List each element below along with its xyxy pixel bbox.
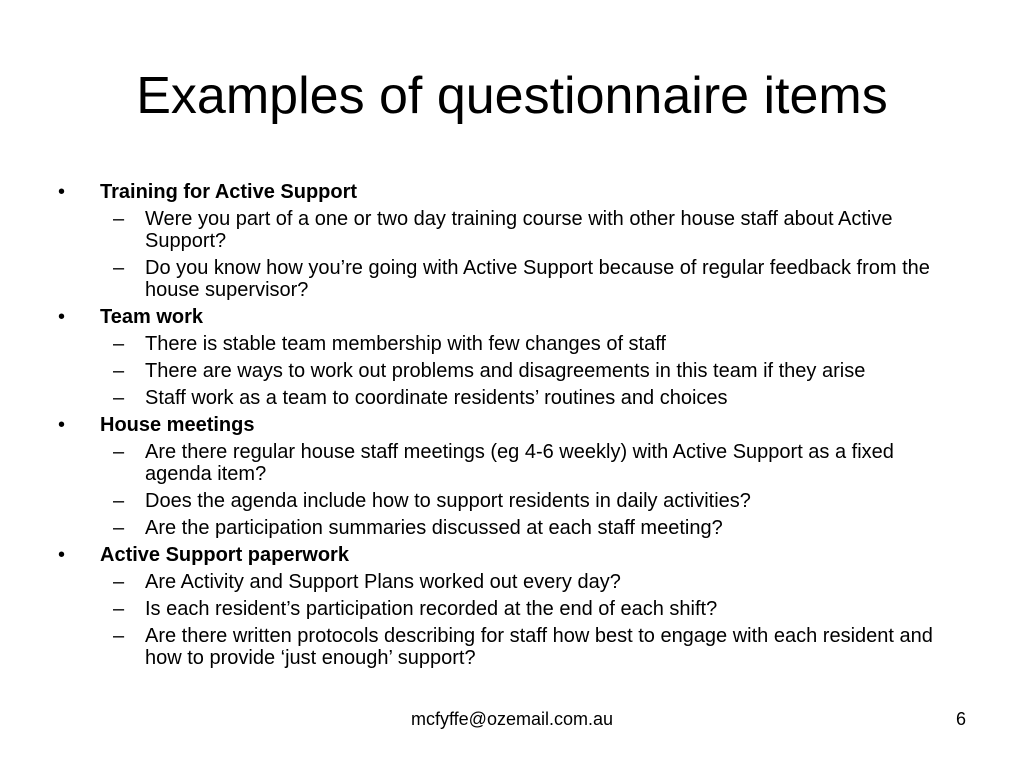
dash-icon: – <box>113 571 125 593</box>
section-heading <box>58 544 958 567</box>
page-number: 6 <box>955 709 966 729</box>
list-item-text: There are ways to work out problems and disagreements in this team if they arise <box>145 360 866 382</box>
section-heading-text: Team work <box>100 306 203 328</box>
section-heading-text: House meetings <box>100 414 255 436</box>
item-list <box>58 208 958 301</box>
section-paperwork <box>58 544 958 669</box>
item-list <box>58 333 958 409</box>
list-item <box>58 441 958 485</box>
item-list <box>58 441 958 539</box>
section-heading-text: Training for Active Support <box>100 181 358 203</box>
list-item <box>58 625 958 669</box>
section-heading <box>58 306 958 329</box>
dash-icon: – <box>113 441 125 463</box>
dash-icon: – <box>113 333 125 355</box>
item-list <box>58 571 958 669</box>
bullet-icon: • <box>58 306 66 328</box>
list-item <box>58 257 958 301</box>
list-item <box>58 571 958 593</box>
section-team-work <box>58 306 958 409</box>
section-heading <box>58 181 958 204</box>
list-item-text: Were you part of a one or two day training course with other house staff about Active Support? <box>145 208 893 252</box>
list-item-text: Are there written protocols describing for staff how best to engage with each resident and how to provide ‘just enough’ support? <box>145 625 933 669</box>
dash-icon: – <box>113 208 125 230</box>
dash-icon: – <box>113 387 125 409</box>
list-item-text: Does the agenda include how to support residents in daily activities? <box>145 490 751 512</box>
dash-icon: – <box>113 598 125 620</box>
list-item <box>58 598 958 620</box>
slide-title: Examples of questionnaire items <box>136 67 888 125</box>
section-training <box>58 181 958 301</box>
list-item <box>58 490 958 512</box>
bullet-icon: • <box>58 414 66 436</box>
section-heading <box>58 414 958 437</box>
list-item-text: Is each resident’s participation recorded at the end of each shift? <box>145 598 718 620</box>
list-item-text: Are the participation summaries discussed at each staff meeting? <box>145 517 723 539</box>
list-item-text: Are Activity and Support Plans worked out every day? <box>145 571 621 593</box>
dash-icon: – <box>113 517 125 539</box>
dash-icon: – <box>113 625 125 647</box>
list-item <box>58 208 958 252</box>
list-item-text: Staff work as a team to coordinate residents’ routines and choices <box>145 387 728 409</box>
list-item <box>58 333 958 355</box>
footer-email: mcfyffe@ozemail.com.au <box>410 709 613 729</box>
list-item <box>58 360 958 382</box>
slide-content <box>58 181 958 674</box>
dash-icon: – <box>113 257 125 279</box>
list-item <box>58 387 958 409</box>
dash-icon: – <box>113 360 125 382</box>
section-house-meetings <box>58 414 958 539</box>
list-item-text: Are there regular house staff meetings (eg 4-6 weekly) with Active Support as a fixed agenda item? <box>145 441 894 485</box>
dash-icon: – <box>113 490 125 512</box>
list-item <box>58 517 958 539</box>
list-item-text: Do you know how you’re going with Active Support because of regular feedback from the house supervisor? <box>145 257 930 301</box>
list-item-text: There is stable team membership with few changes of staff <box>145 333 666 355</box>
bullet-icon: • <box>58 181 66 203</box>
bullet-icon: • <box>58 544 66 566</box>
section-heading-text: Active Support paperwork <box>100 544 349 566</box>
